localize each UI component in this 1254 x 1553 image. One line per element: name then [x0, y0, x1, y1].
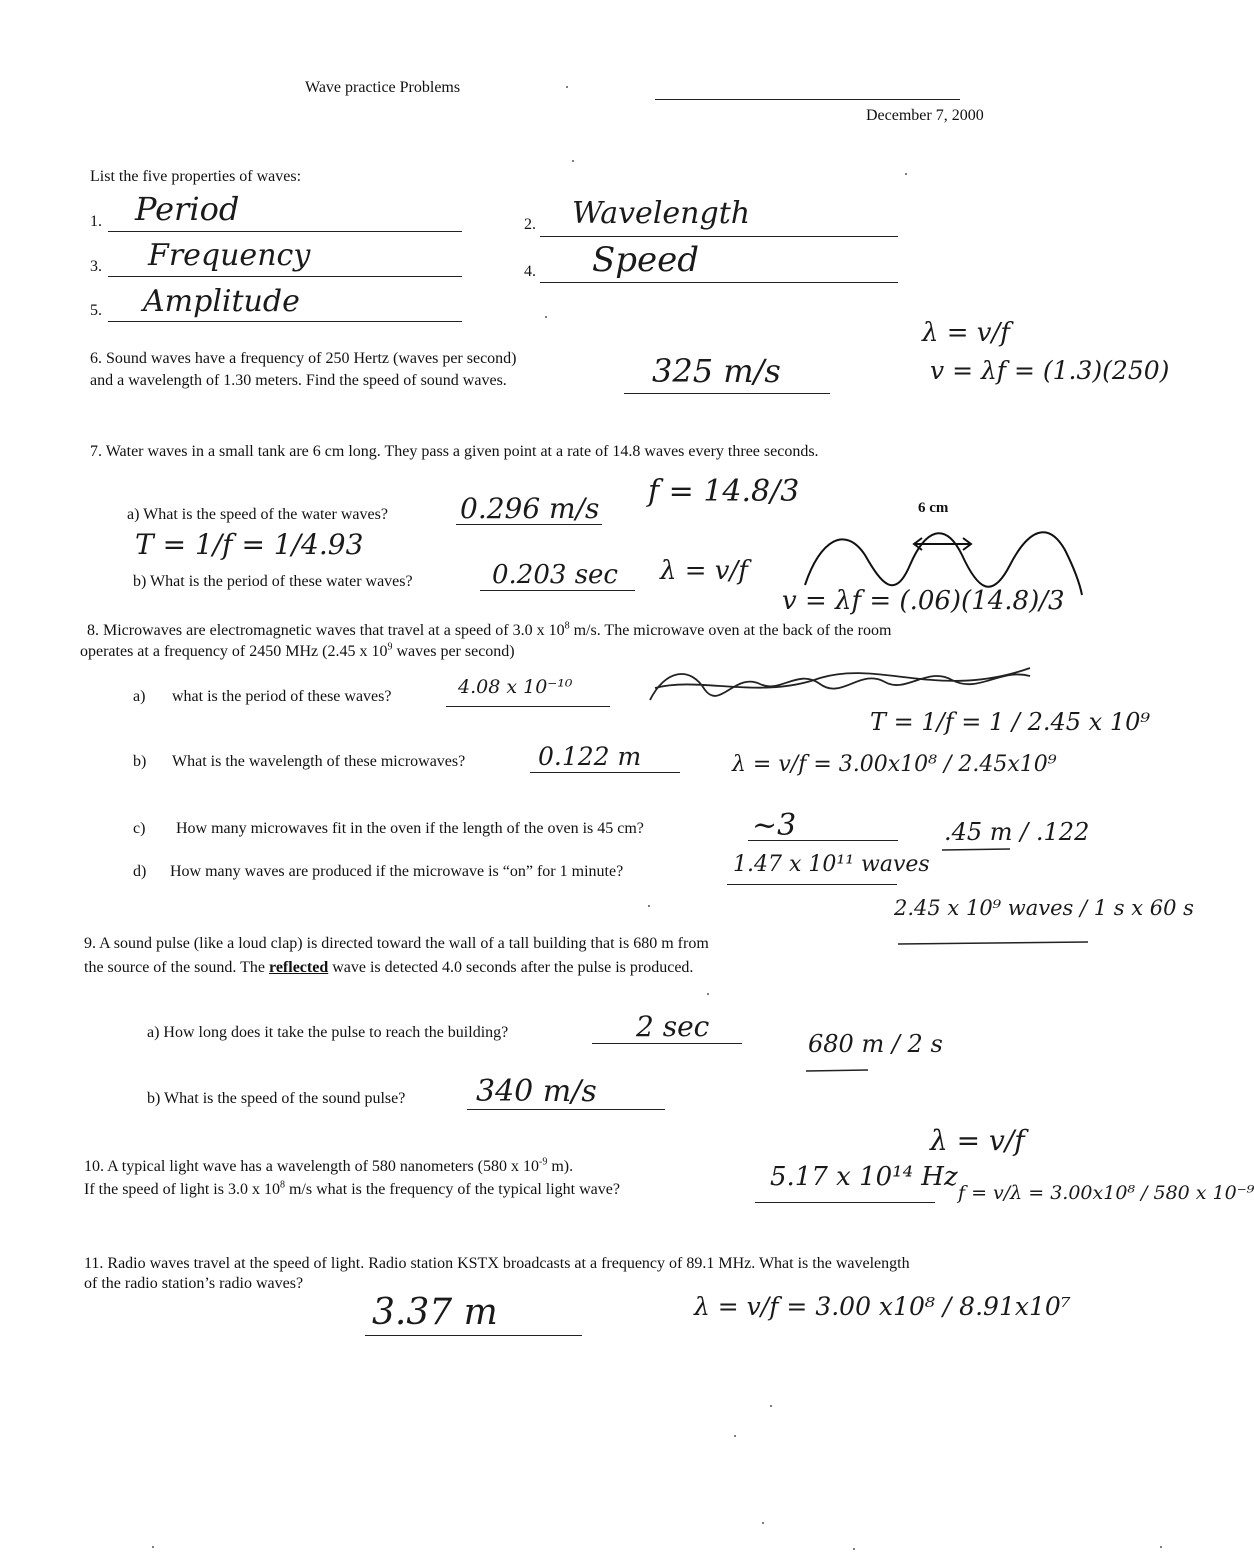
q7b-question: b) What is the period of these water waves?	[133, 573, 413, 590]
scan-speck	[545, 316, 547, 318]
scan-speck	[1160, 1546, 1162, 1548]
scan-speck	[152, 1546, 154, 1548]
q8-line1-text: 8. Microwaves are electromagnetic waves that travel at a speed of 3.0 x 10	[87, 622, 565, 639]
q6-answer: 325 m/s	[652, 352, 781, 390]
q10-work-formula: λ = v/f	[930, 1124, 1025, 1157]
q8a-work: T = 1/f = 1 / 2.45 x 10⁹	[870, 708, 1150, 736]
q9-line2-text: wave is detected 4.0 seconds after the pulse is produced.	[328, 959, 694, 976]
exponent: -9	[539, 1156, 548, 1168]
q10-line2-text: If the speed of light is 3.0 x 10	[84, 1181, 280, 1198]
scan-speck	[572, 160, 574, 162]
q8d-work: 2.45 x 10⁹ waves / 1 s x 60 s	[894, 896, 1194, 920]
q6-work-formula: λ = v/f	[922, 318, 1010, 348]
q9a-answer: 2 sec	[636, 1010, 710, 1043]
fraction-bar	[942, 849, 1010, 850]
answer-wavelength: Wavelength	[572, 196, 751, 231]
scan-speck	[648, 905, 650, 907]
q9b-answer: 340 m/s	[476, 1074, 597, 1109]
wave-sketch	[805, 532, 1082, 595]
q6-line2: and a wavelength of 1.30 meters. Find the speed of sound waves.	[90, 372, 507, 389]
item-number: 5.	[90, 302, 102, 319]
item-number: 1.	[90, 213, 102, 230]
q7a-question: a) What is the speed of the water waves?	[127, 506, 388, 523]
q8b-question: What is the wavelength of these microwaves?	[172, 753, 466, 770]
scan-speck	[566, 86, 568, 88]
q10-answer: 5.17 x 10¹⁴ Hz	[770, 1162, 958, 1192]
q9-work: 680 m / 2 s	[808, 1030, 943, 1058]
item-number: 3.	[90, 258, 102, 275]
wave-figure-label: 6 cm	[918, 500, 949, 516]
q7b-work-period: T = 1/f = 1/4.93	[135, 528, 364, 561]
q8c-question: How many microwaves fit in the oven if the length of the oven is 45 cm?	[176, 820, 644, 837]
worksheet-date: December 7, 2000	[866, 107, 984, 124]
q7a-work: f = 14.8/3	[648, 474, 800, 509]
answer-frequency: Frequency	[148, 238, 311, 273]
q10-line2-text: m/s what is the frequency of the typical light wave?	[284, 1181, 620, 1198]
q8b-answer: 0.122 m	[538, 742, 642, 771]
worksheet-title: Wave practice Problems	[305, 79, 461, 96]
scan-speck	[734, 1435, 736, 1437]
q8a-answer: 4.08 x 10⁻¹⁰	[458, 676, 573, 698]
crossed-out-scribble	[650, 668, 1030, 700]
q11-line1: 11. Radio waves travel at the speed of light. Radio station KSTX broadcasts at a frequency of 89.1 MHz. What is the wavelength	[84, 1255, 910, 1272]
q7b-answer: 0.203 sec	[492, 560, 618, 590]
q7a-answer: 0.296 m/s	[460, 492, 600, 525]
q8d-label: d)	[133, 863, 147, 880]
q10-line1-text: 10. A typical light wave has a wavelength of 580 nanometers (580 x 10	[84, 1158, 540, 1175]
q7b-work-speed: v = λf = (.06)(14.8)/3	[782, 586, 1065, 616]
q8c-answer: ~3	[752, 808, 797, 843]
exponent: 8	[564, 620, 570, 632]
answer-amplitude: Amplitude	[143, 284, 300, 319]
q8d-answer: 1.47 x 10¹¹ waves	[733, 852, 930, 877]
q8b-work: λ = v/f = 3.00x10⁸ / 2.45x10⁹	[732, 752, 1057, 777]
q11-answer: 3.37 m	[372, 1292, 498, 1333]
q9-emphasis: reflected	[269, 959, 329, 976]
q8c-work: .45 m / .122	[944, 818, 1090, 846]
q8a-question: what is the period of these waves?	[172, 688, 392, 705]
q9-line1: 9. A sound pulse (like a loud clap) is directed toward the wall of a tall building that is 680 m from	[84, 935, 709, 952]
q11-line2: of the radio station’s radio waves?	[84, 1275, 304, 1292]
q8d-question: How many waves are produced if the microwave is “on” for 1 minute?	[170, 863, 624, 880]
q11-work: λ = v/f = 3.00 x10⁸ / 8.91x10⁷	[694, 1292, 1071, 1321]
q10-work-calc: f = v/λ = 3.00x10⁸ / 580 x 10⁻⁹	[958, 1182, 1254, 1204]
answer-speed: Speed	[592, 240, 700, 280]
q10-line1-text: m).	[547, 1158, 574, 1175]
q8-line2-text: operates at a frequency of 2450 MHz (2.45 x 10	[80, 643, 388, 660]
q9-line2-text: the source of the sound. The	[84, 959, 269, 976]
scan-speck	[770, 1405, 772, 1407]
q9b-question: b) What is the speed of the sound pulse?	[147, 1090, 406, 1107]
q7b-work: λ = v/f	[660, 556, 748, 586]
fraction-bar	[898, 942, 1088, 944]
exponent: 8	[279, 1179, 285, 1191]
scan-speck	[905, 173, 907, 175]
q8a-label: a)	[133, 688, 146, 705]
q8b-label: b)	[133, 753, 147, 770]
answer-period: Period	[135, 190, 240, 228]
list-prompt: List the five properties of waves:	[90, 168, 302, 185]
item-number: 2.	[524, 216, 536, 233]
q8-line1-text: m/s. The microwave oven at the back of the room	[569, 622, 892, 639]
q6-line1: 6. Sound waves have a frequency of 250 Hertz (waves per second)	[90, 350, 517, 367]
q7-stem: 7. Water waves in a small tank are 6 cm long. They pass a given point at a rate of 14.8 waves every three seconds.	[90, 443, 819, 460]
q6-work-calc: v = λf = (1.3)(250)	[930, 356, 1170, 385]
scan-speck	[853, 1548, 855, 1550]
scan-speck	[762, 1522, 764, 1524]
exponent: 9	[387, 641, 393, 653]
q8c-label: c)	[133, 820, 146, 837]
q9a-question: a) How long does it take the pulse to reach the building?	[147, 1024, 509, 1041]
fraction-bar	[806, 1070, 868, 1071]
scan-speck	[707, 993, 709, 995]
item-number: 4.	[524, 263, 536, 280]
q8-line2-text: waves per second)	[392, 643, 515, 660]
